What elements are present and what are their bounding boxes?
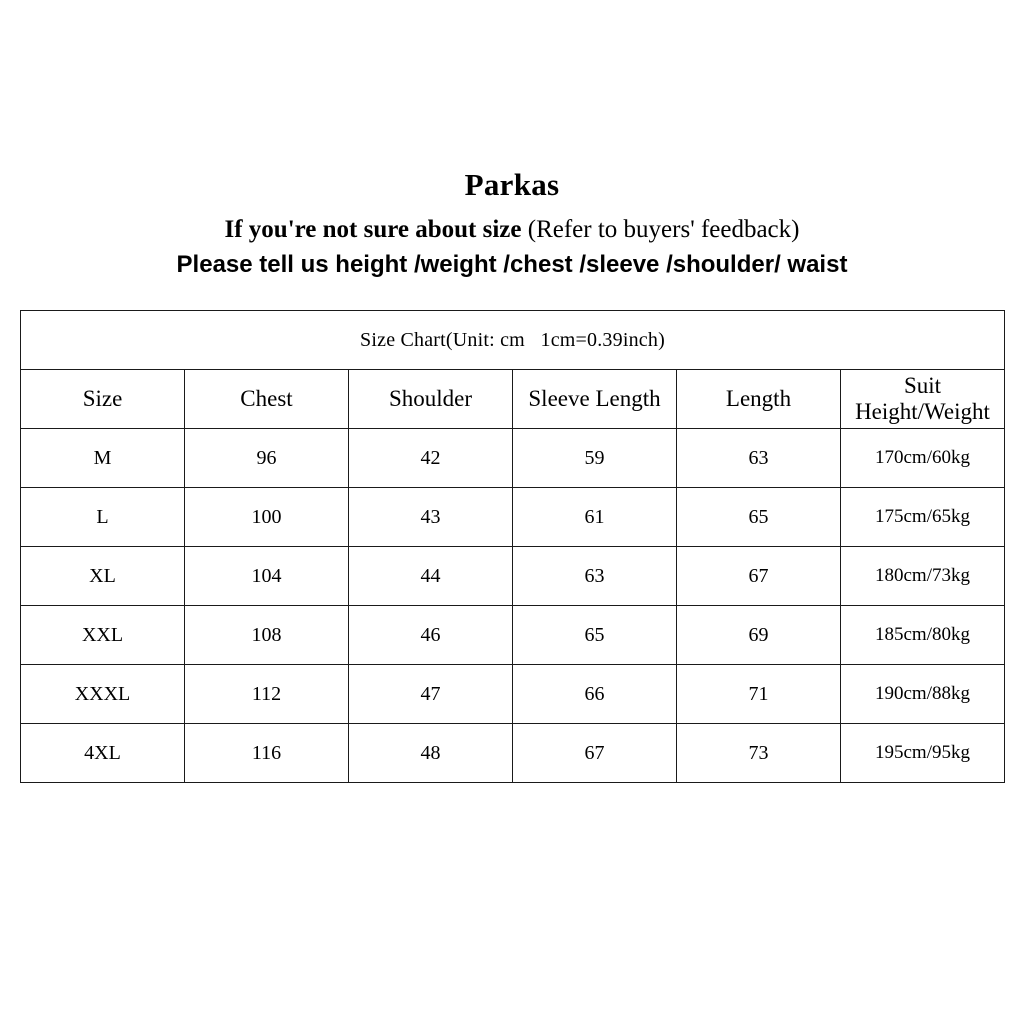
cell-suit-height-weight: 195cm/95kg	[841, 724, 1005, 783]
cell-shoulder: 43	[349, 488, 513, 547]
cell-shoulder: 46	[349, 606, 513, 665]
column-header-length: Length	[677, 370, 841, 429]
table-caption-row	[21, 311, 1005, 370]
cell-sleeve-length: 63	[513, 547, 677, 606]
cell-length: 65	[677, 488, 841, 547]
table-row	[21, 606, 1005, 665]
size-chart-caption: Size Chart(Unit: cm 1cm=0.39inch)	[21, 311, 1005, 370]
table-row	[21, 724, 1005, 783]
cell-size: XXXL	[21, 665, 185, 724]
column-header-chest: Chest	[185, 370, 349, 429]
table-row	[21, 488, 1005, 547]
subtitle-sure-about-size	[0, 213, 1024, 247]
cell-chest: 112	[185, 665, 349, 724]
column-header-shoulder: Shoulder	[349, 370, 513, 429]
subtitle-main-text: If you're not sure about size	[224, 216, 522, 243]
cell-shoulder: 47	[349, 665, 513, 724]
cell-length: 73	[677, 724, 841, 783]
cell-suit-height-weight: 170cm/60kg	[841, 429, 1005, 488]
table-header-row	[21, 370, 1005, 429]
cell-chest: 108	[185, 606, 349, 665]
cell-length: 63	[677, 429, 841, 488]
page-title: Parkas	[464, 167, 560, 202]
column-header-size: Size	[21, 370, 185, 429]
cell-sleeve-length: 67	[513, 724, 677, 783]
cell-suit-height-weight: 190cm/88kg	[841, 665, 1005, 724]
cell-shoulder: 44	[349, 547, 513, 606]
cell-chest: 96	[185, 429, 349, 488]
cell-chest: 100	[185, 488, 349, 547]
size-chart-table	[20, 310, 1005, 783]
cell-suit-height-weight: 180cm/73kg	[841, 547, 1005, 606]
cell-chest: 104	[185, 547, 349, 606]
subtitle-feedback-note: (Refer to buyers' feedback)	[527, 216, 800, 243]
size-chart-container	[20, 310, 1005, 783]
cell-size: L	[21, 488, 185, 547]
cell-length: 67	[677, 547, 841, 606]
table-row	[21, 665, 1005, 724]
cell-size: 4XL	[21, 724, 185, 783]
cell-size: M	[21, 429, 185, 488]
cell-sleeve-length: 59	[513, 429, 677, 488]
table-row	[21, 547, 1005, 606]
cell-shoulder: 48	[349, 724, 513, 783]
cell-suit-height-weight: 185cm/80kg	[841, 606, 1005, 665]
cell-suit-height-weight: 175cm/65kg	[841, 488, 1005, 547]
column-header-sleeve-length: Sleeve Length	[513, 370, 677, 429]
table-row	[21, 429, 1005, 488]
cell-size: XXL	[21, 606, 185, 665]
cell-shoulder: 42	[349, 429, 513, 488]
cell-length: 71	[677, 665, 841, 724]
cell-length: 69	[677, 606, 841, 665]
cell-sleeve-length: 66	[513, 665, 677, 724]
cell-size: XL	[21, 547, 185, 606]
cell-sleeve-length: 61	[513, 488, 677, 547]
cell-chest: 116	[185, 724, 349, 783]
column-header-suit-height-weight: Suit Height/Weight	[841, 370, 1005, 429]
cell-sleeve-length: 65	[513, 606, 677, 665]
subtitle-measurements: Please tell us height /weight /chest /sleeve /shoulder/ waist	[176, 251, 848, 278]
heading-block	[0, 165, 1024, 281]
